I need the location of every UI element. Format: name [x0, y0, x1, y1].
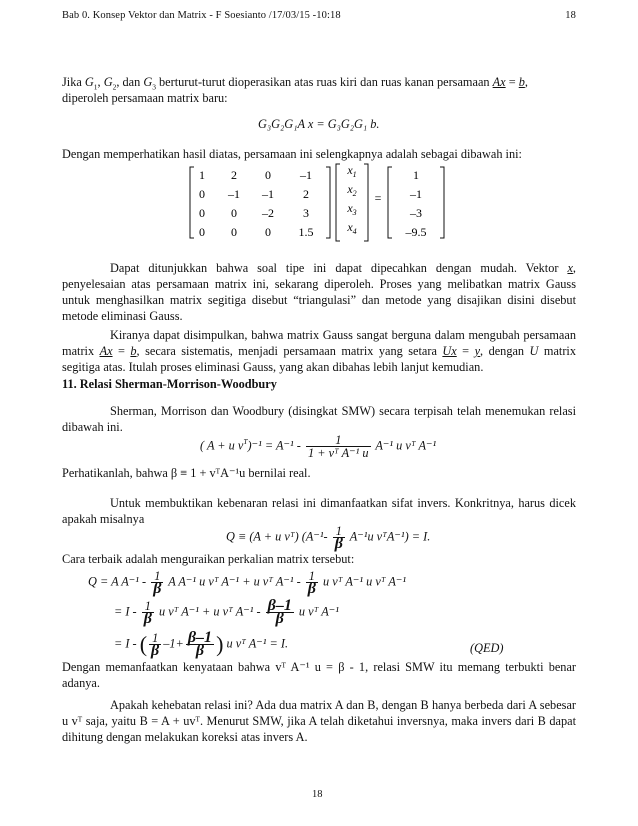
- paragraph-conclusion: Kiranya dapat disimpulkan, bahwa matrix Gauss sangat berguna dalam mengubah persamaan matrix Ax = b, secara sistematis, menjadi persamaan matrix yang setara Ux = y, dengan U matrix segitiga atas. Itulah proses eliminasi Gauss, yang akan dibahas lebih lanjut kemudian.: [62, 328, 576, 374]
- vector-x-entry: $x_4$: [347, 220, 357, 236]
- matrix-cell: 1: [199, 168, 205, 182]
- paragraph-beta-def: Perhatikanlah, bahwa β ≡ 1 + vᵀA⁻¹u bernilai real.: [62, 466, 311, 480]
- equation-gauss-transform: G₃G₂G₁A x = G₃G₂G₁ b.: [258, 117, 380, 131]
- header-page-number: 18: [565, 10, 576, 21]
- section-heading: 11. Relasi Sherman-Morrison-Woodbury: [62, 377, 277, 391]
- paragraph-smw-intro: Sherman, Morrison dan Woodbury (disingkat SMW) secara terpisah telah menemukan relasi dibawah ini.: [62, 404, 576, 434]
- page-header: [62, 10, 576, 21]
- derivation-line-2: = I - $\frac{1}{\beta}$ u vᵀ A⁻¹ + u vᵀ A⁻¹ - $\frac{\beta-1}{\beta}$ u vᵀ A⁻¹: [114, 597, 339, 627]
- paragraph-solution: Dapat ditunjukkan bahwa soal tipe ini dapat dipecahkan dengan mudah. Vektor x, penyelesaian atas persamaan matrix ini, sekarang diperoleh. Proses yang melibatkan matrix Gauss untuk menghasilkan matrix segitiga disebut “triangulasi” dan metode yang disajikan disini disebut metode eliminasi Gauss.: [62, 261, 576, 323]
- matrix-cell: –1: [228, 187, 240, 201]
- equals-sign: =: [374, 191, 382, 205]
- matrix-cell: 0: [199, 206, 205, 220]
- matrix-cell: –1: [300, 168, 312, 182]
- matrix-cell: 1.5: [298, 225, 314, 239]
- paragraph-smw-proof: Dengan memanfaatkan kenyataan bahwa vᵀ A⁻¹ u = β - 1, relasi SMW itu memang terbukti benar adanya.: [62, 660, 576, 690]
- rhs-entry: 1: [413, 168, 419, 182]
- rhs-entry: –9.5: [405, 225, 427, 239]
- matrix-cell: –1: [262, 187, 274, 201]
- equation-smw: ( A + u $v^T)^{-1} = A^{-1}$ - $\frac{1}{\text{1 + vᵀ A⁻¹ u}}$ A⁻¹ u vᵀ A⁻¹: [200, 433, 437, 460]
- qed-label: (QED): [470, 641, 504, 655]
- derivation-line-3: = I - ( $\frac{1}{\beta}$ –1+ $\frac{\beta-1}{\beta}$ ) u vᵀ A⁻¹ = I.: [114, 629, 289, 659]
- header-title: Bab 0. Konsep Vektor dan Matrix - F Soesianto /17/03/15 -10:18: [62, 10, 341, 21]
- paragraph-smw-usage: Apakah kehebatan relasi ini? Ada dua matrix A dan B, dengan B hanya berbeda dari A sebesar u vᵀ saja, yaitu B = A + uvᵀ. Menurut SMW, jika A telah diketahui inversnya, maka invers dari B dapat dihitung dengan melakukan koreksi atas invers A.: [62, 698, 576, 744]
- vector-x-entry: $x_2$: [347, 182, 357, 198]
- matrix-cell: 0: [231, 225, 237, 239]
- matrix-cell: 2: [303, 187, 309, 201]
- matrix-cell: –2: [262, 206, 274, 220]
- matrix-cell: 0: [265, 168, 271, 182]
- matrix-cell: 0: [199, 187, 205, 201]
- equation-q: Q ≡ (A + u vᵀ) (A⁻¹- $\frac{1}{\beta}$ A⁻¹u vᵀA⁻¹) = I.: [226, 524, 431, 552]
- paragraph-intro: Jika $G_1$, $G_2$, dan $G_3$ berturut-turut dioperasikan atas ruas kiri dan ruas kanan persamaan Ax = b, diperoleh persamaan matrix baru:: [62, 75, 528, 105]
- vector-x-entry: $x_3$: [347, 201, 357, 217]
- matrix-cell: 0: [265, 225, 271, 239]
- matrix-cell: 0: [231, 206, 237, 220]
- matrix-cell: 2: [231, 168, 237, 182]
- paragraph-expand: Cara terbaik adalah menguraikan perkalian matrix tersebut:: [62, 552, 355, 566]
- vector-x-entry: $x_1$: [347, 163, 357, 179]
- rhs-entry: –1: [410, 187, 422, 201]
- matrix-cell: 0: [199, 225, 205, 239]
- matrix-cell: 3: [303, 206, 309, 220]
- paragraph-matrix-intro: Dengan memperhatikan hasil diatas, persamaan ini selengkapnya adalah sebagai dibawah ini:: [62, 147, 522, 161]
- derivation-line-1: Q = A A⁻¹ - $\frac{1}{\beta}$ A A⁻¹ u vᵀ A⁻¹ + u vᵀ A⁻¹ - $\frac{1}{\beta}$ u vᵀ A⁻¹ u vᵀ A⁻¹: [88, 569, 407, 597]
- matrix-equation: [188, 162, 448, 242]
- footer-page-number: 18: [312, 789, 323, 800]
- rhs-entry: –3: [410, 206, 422, 220]
- paragraph-proof-intro: Untuk membuktikan kebenaran relasi ini dimanfaatkan sifat invers. Konkritnya, harus dicek apakah misalnya: [62, 496, 576, 526]
